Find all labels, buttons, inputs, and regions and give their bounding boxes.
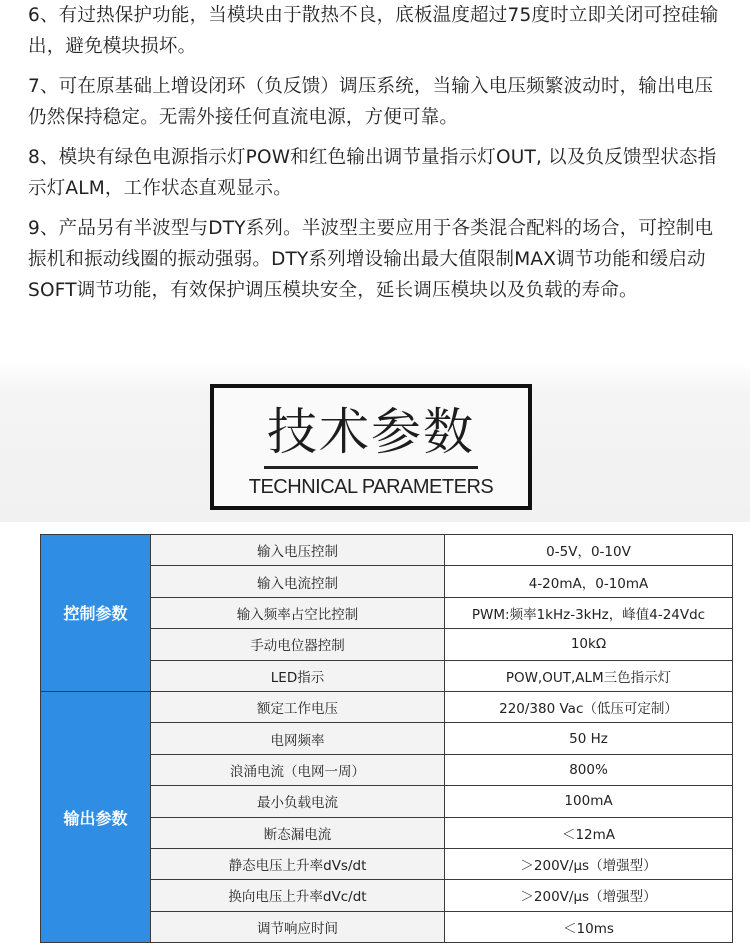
param-name: 最小负载电流 bbox=[151, 786, 445, 817]
param-name: 电网频率 bbox=[151, 723, 445, 754]
section-title-en: TECHNICAL PARAMETERS bbox=[248, 476, 494, 498]
feature-paragraph-8: 8、模块有绿色电源指示灯POW和红色输出调节量指示灯OUT, 以及负反馈型状态指示灯ALM，工作状态直观显示。 bbox=[28, 147, 717, 199]
param-name: 输入电压控制 bbox=[151, 535, 445, 566]
section-title-cn: 技术参数 bbox=[267, 403, 475, 461]
param-value: 800% bbox=[445, 754, 733, 785]
group-label-control: 控制参数 bbox=[41, 535, 151, 692]
feature-list bbox=[28, 0, 728, 315]
param-value: ＞200V/μs（增强型） bbox=[445, 848, 733, 879]
param-value: 0-5V，0-10V bbox=[445, 535, 733, 566]
param-name: 输入频率占空比控制 bbox=[151, 597, 445, 628]
param-name: 断态漏电流 bbox=[151, 817, 445, 848]
feature-paragraph-7: 7、可在原基础上增设闭环（负反馈）调压系统，当输入电压频繁波动时，输出电压仍然保持稳定。无需外接任何直流电源，方便可靠。 bbox=[28, 76, 714, 128]
param-name: LED指示 bbox=[151, 660, 445, 691]
param-name: 浪涌电流（电网一周） bbox=[151, 754, 445, 785]
parameters-table bbox=[40, 534, 733, 943]
table-row bbox=[41, 691, 733, 722]
param-name: 手动电位器控制 bbox=[151, 629, 445, 660]
group-label-output: 输出参数 bbox=[41, 691, 151, 942]
feature-paragraph-6: 6、有过热保护功能，当模块由于散热不良，底板温度超过75度时立即关闭可控硅输出，避免模块损坏。 bbox=[28, 5, 719, 57]
param-value: ＜10ms bbox=[445, 911, 733, 942]
section-title-divider bbox=[264, 466, 478, 469]
table-row bbox=[41, 535, 733, 566]
param-name: 换向电压上升率dVc/dt bbox=[151, 880, 445, 911]
param-name: 输入电流控制 bbox=[151, 566, 445, 597]
param-value: 100mA bbox=[445, 786, 733, 817]
feature-paragraph-9: 9、产品另有半波型与DTY系列。半波型主要应用于各类混合配料的场合，可控制电振机和振动线圈的振动强弱。DTY系列增设输出最大值限制MAX调节功能和缓启动SOFT调节功能，有效保护调压模块安全，延长调压模块以及负载的寿命。 bbox=[28, 218, 714, 301]
param-value: 220/380 Vac（低压可定制） bbox=[445, 691, 733, 722]
section-title-box bbox=[210, 384, 532, 510]
param-name: 调节响应时间 bbox=[151, 911, 445, 942]
param-value: PWM:频率1kHz-3kHz，峰值4-24Vdc bbox=[445, 597, 733, 628]
param-value: 50 Hz bbox=[445, 723, 733, 754]
param-name: 静态电压上升率dVs/dt bbox=[151, 848, 445, 879]
param-value: POW,OUT,ALM三色指示灯 bbox=[445, 660, 733, 691]
section-header bbox=[0, 362, 750, 522]
param-name: 额定工作电压 bbox=[151, 691, 445, 722]
param-value: 4-20mA，0-10mA bbox=[445, 566, 733, 597]
param-value: ＜12mA bbox=[445, 817, 733, 848]
param-value: 10kΩ bbox=[445, 629, 733, 660]
param-value: ＞200V/μs（增强型） bbox=[445, 880, 733, 911]
